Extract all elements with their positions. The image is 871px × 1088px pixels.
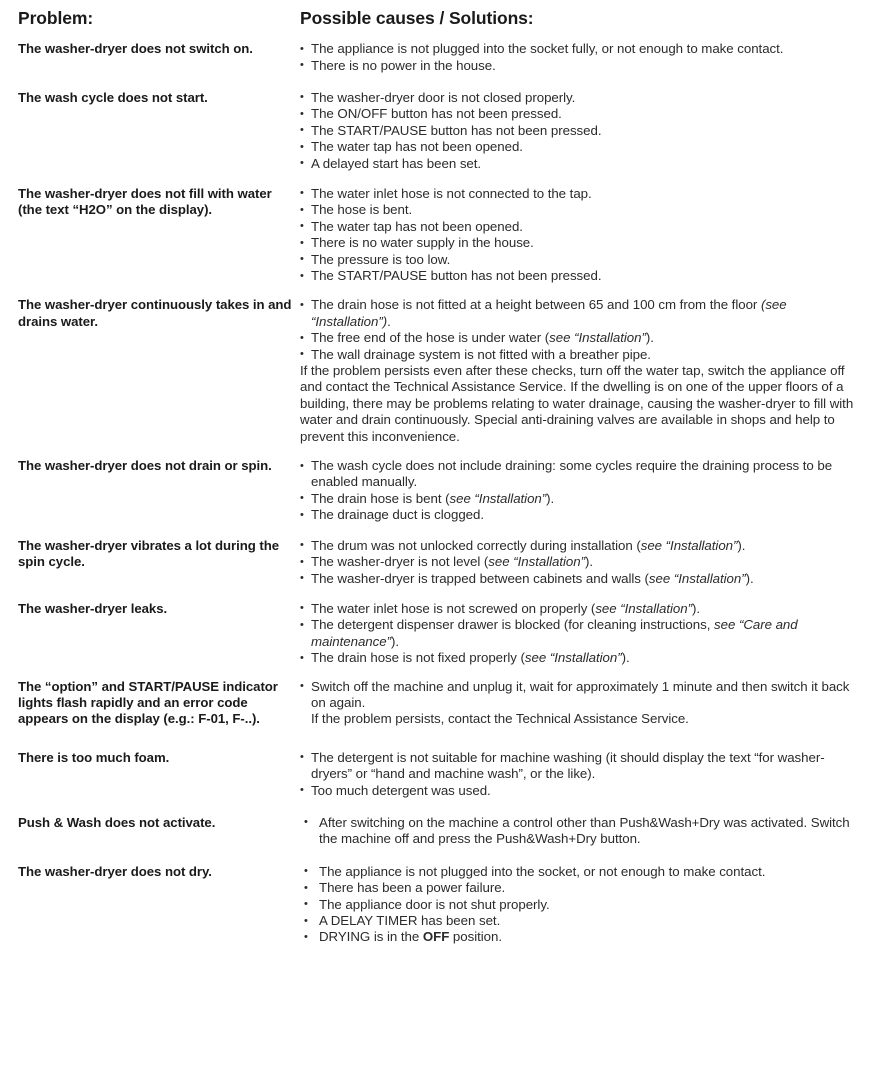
solution-list — [300, 750, 865, 799]
solution-item: • The drain hose is not fitted at a height between 65 and 100 cm from the floor (see “Installation”). — [300, 297, 865, 330]
row-spacer — [18, 848, 865, 864]
row-problem-text: There is too much foam. — [18, 749, 170, 765]
row-solutions — [300, 864, 865, 946]
row-problem-text: The washer-dryer does not drain or spin. — [18, 458, 272, 474]
table-row — [18, 679, 865, 728]
table-row — [18, 864, 865, 946]
emphasis-text: OFF — [422, 929, 450, 945]
solution-item: • The ON/OFF button has not been pressed. — [300, 106, 865, 122]
row-spacer — [18, 728, 865, 750]
solution-subline: If the problem persists, contact the Technical Assistance Service. — [311, 711, 689, 727]
solution-item: • The water tap has not been opened. — [300, 139, 865, 155]
row-solutions — [300, 601, 865, 667]
row-problem-text: The washer-dryer does not fill with water (the text “H2O” on the display). — [18, 185, 272, 218]
row-problem-text: The washer-dryer leaks. — [18, 600, 168, 616]
cross-reference: see “Installation” — [648, 570, 746, 586]
solution-item: • The water tap has not been opened. — [300, 219, 865, 235]
row-spacer — [18, 799, 865, 815]
solution-item: • The water inlet hose is not connected to the tap. — [300, 186, 865, 202]
solution-list — [300, 186, 865, 284]
row-spacer — [18, 445, 865, 458]
row-problem-text: Push & Wash does not activate. — [18, 814, 216, 830]
header-causes-label: Possible causes / Solutions: — [300, 8, 534, 28]
table-row — [18, 815, 865, 848]
solution-list — [300, 601, 865, 667]
solution-item: • After switching on the machine a control other than Push&Wash+Dry was activated. Switch the machine off and press the Push&Wash+Dry button. — [300, 815, 865, 848]
solution-list — [300, 864, 865, 946]
troubleshooting-rows — [18, 41, 865, 946]
cross-reference: see “Installation” — [488, 554, 585, 570]
solution-list — [300, 41, 865, 74]
row-solutions — [300, 297, 865, 445]
solution-item: • DRYING is in the OFF position. — [300, 929, 865, 945]
cross-reference: see “Installation” — [595, 600, 692, 616]
solution-item: • There has been a power failure. — [300, 880, 865, 896]
header-problem-label: Problem: — [18, 8, 94, 28]
row-solutions — [300, 679, 865, 728]
solution-item: • The START/PAUSE button has not been pressed. — [300, 268, 865, 284]
table-row — [18, 458, 865, 524]
table-header — [18, 8, 865, 28]
row-solutions — [300, 815, 865, 848]
table-row — [18, 538, 865, 587]
cross-reference: see “Installation” — [549, 330, 646, 346]
solution-item: • The free end of the hose is under water (see “Installation”). — [300, 330, 865, 346]
solution-item: • A DELAY TIMER has been set. — [300, 913, 865, 929]
cross-reference: see “Installation” — [524, 650, 622, 666]
solution-item: • The pressure is too low. — [300, 252, 865, 268]
solution-item: • The drum was not unlocked correctly during installation (see “Installation”). — [300, 538, 865, 554]
table-row — [18, 186, 865, 284]
table-row — [18, 297, 865, 445]
row-spacer — [18, 172, 865, 186]
solution-item: • The water inlet hose is not screwed on properly (see “Installation”). — [300, 601, 865, 617]
solution-item: • The wash cycle does not include draining: some cycles require the draining process to be enabled manually. — [300, 458, 865, 491]
cross-reference: see “Installation” — [449, 490, 547, 506]
row-problem-text: The washer-dryer does not dry. — [18, 863, 212, 879]
solution-item: • The drainage duct is clogged. — [300, 507, 865, 523]
row-solutions — [300, 750, 865, 799]
row-solutions — [300, 458, 865, 524]
solution-item: • A delayed start has been set. — [300, 156, 865, 172]
solution-item: • There is no water supply in the house. — [300, 235, 865, 251]
row-problem-text: The washer-dryer continuously takes in and drains water. — [18, 297, 292, 329]
row-problem-text: The “option” and START/PAUSE indicator lights flash rapidly and an error code appears on the display (e.g.: F-01, F-..). — [18, 678, 278, 726]
solution-list — [300, 815, 865, 848]
solution-item: • The detergent dispenser drawer is blocked (for cleaning instructions, see “Care and maintenance”). — [300, 617, 865, 650]
row-spacer — [18, 74, 865, 90]
row-spacer — [18, 667, 865, 679]
row-spacer — [18, 284, 865, 297]
solution-list — [300, 297, 865, 363]
solution-item: • The hose is bent. — [300, 202, 865, 218]
solution-item: • The washer-dryer door is not closed properly. — [300, 90, 865, 106]
solution-paragraph: If the problem persists even after these checks, turn off the water tap, switch the appliance off and contact the Technical Assistance Service. If the dwelling is on one of the upper floors of a building, there may be problems relating to water drainage, causing the washer-dryer to fill with water and drain continuously. Special anti-draining valves are available in shops and help to prevent this inconvenience. — [300, 363, 854, 444]
cross-reference: see “Installation” — [640, 537, 738, 553]
row-solutions — [300, 186, 865, 284]
solution-item: • The drain hose is bent (see “Installation”). — [300, 491, 865, 507]
solution-item: • There is no power in the house. — [300, 58, 865, 74]
row-solutions — [300, 90, 865, 172]
solution-item: • The wall drainage system is not fitted with a breather pipe. — [300, 347, 865, 363]
row-spacer — [18, 524, 865, 538]
solution-list — [300, 679, 865, 728]
solution-item: • The START/PAUSE button has not been pressed. — [300, 123, 865, 139]
solution-list — [300, 90, 865, 172]
cross-reference: (see “Installation”) — [311, 297, 787, 329]
solution-item: • The washer-dryer is trapped between cabinets and walls (see “Installation”). — [300, 571, 865, 587]
table-row — [18, 750, 865, 799]
cross-reference: see “Care and maintenance” — [311, 617, 798, 649]
solution-list — [300, 538, 865, 587]
row-problem-text: The wash cycle does not start. — [18, 89, 208, 105]
solution-item: • The detergent is not suitable for machine washing (it should display the text “for washer-dryers” or “hand and machine wash”, or the like). — [300, 750, 865, 783]
row-solutions — [300, 41, 865, 74]
row-solutions — [300, 538, 865, 587]
solution-item: • The appliance is not plugged into the socket, or not enough to make contact. — [300, 864, 865, 880]
row-problem-text: The washer-dryer does not switch on. — [18, 41, 253, 57]
row-problem-text: The washer-dryer vibrates a lot during the spin cycle. — [18, 537, 279, 569]
solution-item: • The appliance door is not shut properly. — [300, 897, 865, 913]
table-row — [18, 41, 865, 74]
solution-item: • Switch off the machine and unplug it, wait for approximately 1 minute and then switch it back on again. If the problem persists, contact the Technical Assistance Service. — [300, 679, 865, 728]
solution-list — [300, 458, 865, 524]
solution-item: • The drain hose is not fixed properly (see “Installation”). — [300, 650, 865, 666]
solution-item: • The appliance is not plugged into the socket fully, or not enough to make contact. — [300, 41, 865, 57]
solution-item: • Too much detergent was used. — [300, 783, 865, 799]
row-spacer — [18, 587, 865, 601]
table-row — [18, 90, 865, 172]
table-row — [18, 601, 865, 667]
solution-item: • The washer-dryer is not level (see “Installation”). — [300, 554, 865, 570]
